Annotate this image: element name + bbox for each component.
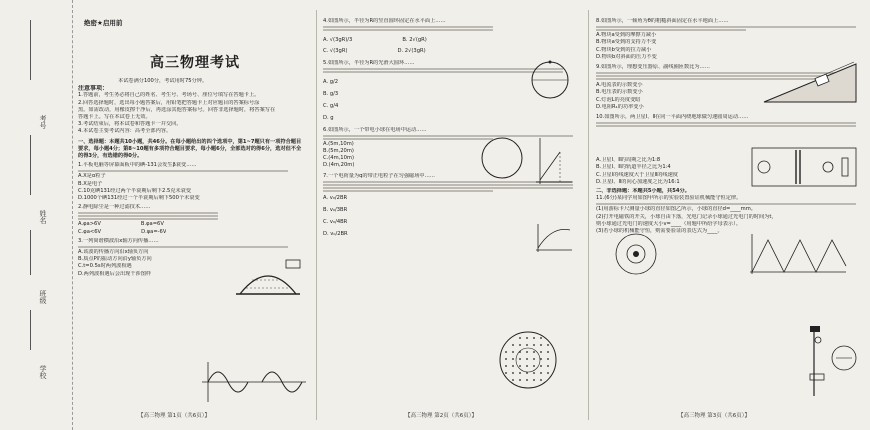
field-dot xyxy=(512,365,514,367)
field-dot xyxy=(519,372,521,374)
option: D. g xyxy=(323,115,334,122)
field-dot xyxy=(519,337,521,339)
text-placeholder xyxy=(596,29,746,31)
text-placeholder xyxy=(596,125,856,127)
gutter-line xyxy=(30,135,31,195)
notice-item: 答题卡上。写在本试卷上无效。 xyxy=(78,114,151,121)
sub-question: (1)用游标卡尺测量小球的直径如图乙所示，小球的直径d=____mm。 xyxy=(596,206,756,213)
option: A.电流表的示数变小 xyxy=(596,82,643,89)
option: B.φa=6V xyxy=(140,221,164,228)
option: D.φa=-6V xyxy=(141,228,167,235)
field-dot xyxy=(526,365,528,367)
option: B. g/3 xyxy=(323,91,339,98)
satellite-figure xyxy=(610,230,850,278)
sub-question: (2)打开电磁铁的开关，小球自由下落，光电门记录小球通过光电门的时间为t， xyxy=(596,213,777,220)
option: D.1000个碘131经过一个半衰期后剩下500个未衰变 xyxy=(78,195,200,202)
option: D. 2√(3gR) xyxy=(397,48,426,55)
option: C.(4m,10m) xyxy=(323,155,354,162)
option: C. v₀/4BR xyxy=(323,219,348,226)
field-dot xyxy=(540,365,542,367)
field-dot xyxy=(519,358,521,360)
wave-figure xyxy=(198,358,308,406)
option: A.该波的传播方向沿x轴负方向 xyxy=(78,249,149,256)
text-placeholder xyxy=(596,122,856,124)
notice-heading: 注意事项： xyxy=(78,85,109,93)
field-figure xyxy=(532,222,576,254)
option: A. g/2 xyxy=(323,78,339,85)
section-2-heading: 二、非选择题：本题共5小题，共54分。 xyxy=(596,188,690,195)
page-footer: 【高三物理 第3页（共6页）】 xyxy=(678,413,750,419)
option: D.(4m,20m) xyxy=(323,162,355,169)
gutter-line xyxy=(30,310,31,350)
field-dot xyxy=(540,358,542,360)
option: B.电压表的示数变小 xyxy=(596,89,643,96)
question-1: 1.平板电脑等屏幕面板中的碘-131会发生β衰变…… xyxy=(78,162,197,169)
option: D.卫星Ⅰ、Ⅱ的向心加速度之比为16:1 xyxy=(596,178,680,185)
label-xingming: 姓名 xyxy=(39,210,47,224)
field-dot xyxy=(512,351,514,353)
field-dot xyxy=(540,337,542,339)
field-dot xyxy=(505,372,507,374)
text-placeholder xyxy=(596,26,856,28)
label-banji: 班级 xyxy=(39,290,47,304)
option: D.物块b对斜面的压力不变 xyxy=(596,53,657,60)
option: B.物块a受到的支持力不变 xyxy=(596,39,657,46)
field-dot xyxy=(547,351,549,353)
field-dot xyxy=(540,372,542,374)
column-divider xyxy=(316,10,317,420)
option: B. v₀/3BR xyxy=(323,207,348,214)
option: A.(5m,10m) xyxy=(323,140,354,147)
magnetic-field-figure xyxy=(496,328,560,392)
field-dot xyxy=(533,344,535,346)
section-1-heading: 一、选择题：本题共10小题，共46分。在每小题给出的四个选项中，第1~7题只有一项符合题目要求，每小题4分；第8~10题有多项符合题目要求，每小题6分，全部选对的得6分，选对但不全的得3分，有选错的得0分。 xyxy=(78,138,302,160)
option: B.卫星Ⅰ、Ⅱ的轨道半径之比为1:4 xyxy=(596,164,671,171)
gutter-line xyxy=(30,230,31,275)
field-dot xyxy=(505,358,507,360)
option: B.(5m,20m) xyxy=(323,148,354,155)
option: C.10克碘131经过两个半衰期后剩下2.5克未衰变 xyxy=(78,187,192,194)
option: C.灯泡L的亮度变暗 xyxy=(596,96,641,103)
field-dot xyxy=(533,351,535,353)
question-5: 5.如图所示，半径为R的光滑大圆环…… xyxy=(323,59,415,66)
option: A. v₀/2BR xyxy=(323,194,348,201)
incline-figure xyxy=(760,56,860,106)
question-10: 10.如图所示，两卫星Ⅰ、Ⅱ在同一平面内绕地球做匀速圆周运动…… xyxy=(596,114,749,121)
photogate-figure xyxy=(800,322,860,402)
field-dot xyxy=(547,358,549,360)
option: D.两列波相遇后会出现干涉图样 xyxy=(78,270,152,277)
column-divider xyxy=(588,10,589,420)
option: A. √(3gR)/3 xyxy=(323,37,353,44)
precipitator-figure xyxy=(232,256,304,304)
field-dot xyxy=(547,365,549,367)
text-placeholder xyxy=(78,212,218,214)
option: A.卫星Ⅰ、Ⅱ的周期之比为1:8 xyxy=(596,157,661,164)
field-dot xyxy=(526,337,528,339)
field-dot xyxy=(526,379,528,381)
question-9: 9.如图所示，理想变压器原、副线圈匝数比为…… xyxy=(596,64,710,71)
page-footer: 【高三物理 第1页（共6页）】 xyxy=(138,413,210,419)
field-dot xyxy=(512,344,514,346)
field-dot xyxy=(505,351,507,353)
question-4: 4.如图所示，半径为R的竖直圆环固定在水平面上…… xyxy=(323,18,446,24)
option: C.卫星Ⅰ的线速度大于卫星Ⅱ的线速度 xyxy=(596,171,678,178)
option: C.t=0.5s时两列波相遇 xyxy=(78,263,132,270)
field-dot xyxy=(512,379,514,381)
page-footer: 【高三物理 第2页（共6页）】 xyxy=(405,413,477,419)
intro-line: 本试卷满分100分，考试用时75分钟。 xyxy=(118,78,208,84)
binding-gutter xyxy=(0,0,73,430)
notice-item: 1.答题前，考生务必将自己的姓名、考生号、考场号、座位号填写在答题卡上。 xyxy=(78,92,260,99)
question-3: 3.一列简谐横波沿x轴方向传播…… xyxy=(78,237,159,244)
question-2: 2.静电除尘是一种过滤技术…… xyxy=(78,204,151,211)
option: A.X是α粒子 xyxy=(78,173,106,180)
column-2 xyxy=(323,18,577,239)
field-dot xyxy=(533,365,535,367)
text-placeholder xyxy=(323,29,493,31)
option: C.物块b受到的拉力减小 xyxy=(596,46,652,53)
question-7: 7.一个电荷量为q的带正电粒子在匀强磁场中…… xyxy=(323,172,435,179)
field-dot xyxy=(519,365,521,367)
field-dot xyxy=(505,365,507,367)
column-3 xyxy=(596,18,864,235)
field-dot xyxy=(526,351,528,353)
secret-mark: 绝密★启用前 xyxy=(84,19,123,27)
option: C. g/4 xyxy=(323,103,339,110)
circle-ring-figure xyxy=(528,58,572,102)
option: B. 2√(gR) xyxy=(402,37,427,44)
field-dot xyxy=(533,372,535,374)
field-dot xyxy=(547,344,549,346)
field-dot xyxy=(526,358,528,360)
option: A.物块a受到的摩擦力减小 xyxy=(596,32,657,39)
option: C.φa<6V xyxy=(78,228,102,235)
notice-item: 4.本试卷主要考试内容：高考全部内容。 xyxy=(78,128,172,135)
text-placeholder xyxy=(78,215,218,217)
question-6: 6.如图所示，一个带电小球在电场中运动…… xyxy=(323,126,427,133)
option: B.X是电子 xyxy=(78,180,103,187)
label-kaohao: 考号 xyxy=(39,115,47,129)
text-placeholder xyxy=(596,203,856,205)
field-dot xyxy=(540,344,542,346)
notice-item: 3.考试结束后，将本试卷和答题卡一并交回。 xyxy=(78,121,182,128)
transformer-figure xyxy=(748,142,860,192)
field-dot xyxy=(519,351,521,353)
question-8: 8.如图所示，一倾角为θ的粗糙斜面固定在水平地面上…… xyxy=(596,18,729,24)
notice-item: 2.回答选择题时，选出每小题答案后，用铅笔把答题卡上对应题目的答案标号涂 xyxy=(78,99,260,106)
notice-item: 黑。如需改动，用橡皮擦干净后，再选涂其他答案标号。回答非选择题时，将答案写在 xyxy=(78,106,276,113)
field-dot xyxy=(512,358,514,360)
text-placeholder xyxy=(323,68,563,70)
field-dot xyxy=(547,372,549,374)
field-dot xyxy=(533,358,535,360)
text-placeholder xyxy=(78,218,218,220)
option: D. v₀/2BR xyxy=(323,231,348,238)
option: A.φa>6V xyxy=(78,221,101,228)
field-dot xyxy=(540,351,542,353)
field-dot xyxy=(533,379,535,381)
field-dot xyxy=(519,379,521,381)
column-1 xyxy=(78,78,306,278)
text-placeholder xyxy=(323,190,493,192)
option: C. √(3gR) xyxy=(323,48,348,55)
page-title: 高三物理考试 xyxy=(150,55,240,71)
ring-graph-figure xyxy=(478,132,576,188)
field-dot xyxy=(533,337,535,339)
text-placeholder xyxy=(323,71,563,73)
field-dot xyxy=(540,379,542,381)
field-dot xyxy=(526,372,528,374)
option: B.质点P的振动方向沿y轴负方向 xyxy=(78,256,152,263)
sub-question: (3)若小球的机械能守恒，则需要验证的表达式为____。 xyxy=(596,228,723,235)
text-placeholder xyxy=(78,170,288,172)
text-placeholder xyxy=(323,138,493,140)
text-placeholder xyxy=(323,26,493,28)
question-11: 11.(6分)某同学用如图甲所示的实验装置验证机械能守恒定律。 xyxy=(596,195,742,202)
field-dot xyxy=(519,344,521,346)
sub-question: 则小球通过光电门的速度大小v=____（用题中所给字母表示）。 xyxy=(596,220,741,227)
option: D.电阻R₁的功率变小 xyxy=(596,103,644,110)
field-dot xyxy=(526,344,528,346)
gutter-line xyxy=(30,20,31,80)
field-dot xyxy=(512,372,514,374)
text-placeholder xyxy=(78,246,288,248)
label-xuexiao: 学校 xyxy=(39,365,47,379)
